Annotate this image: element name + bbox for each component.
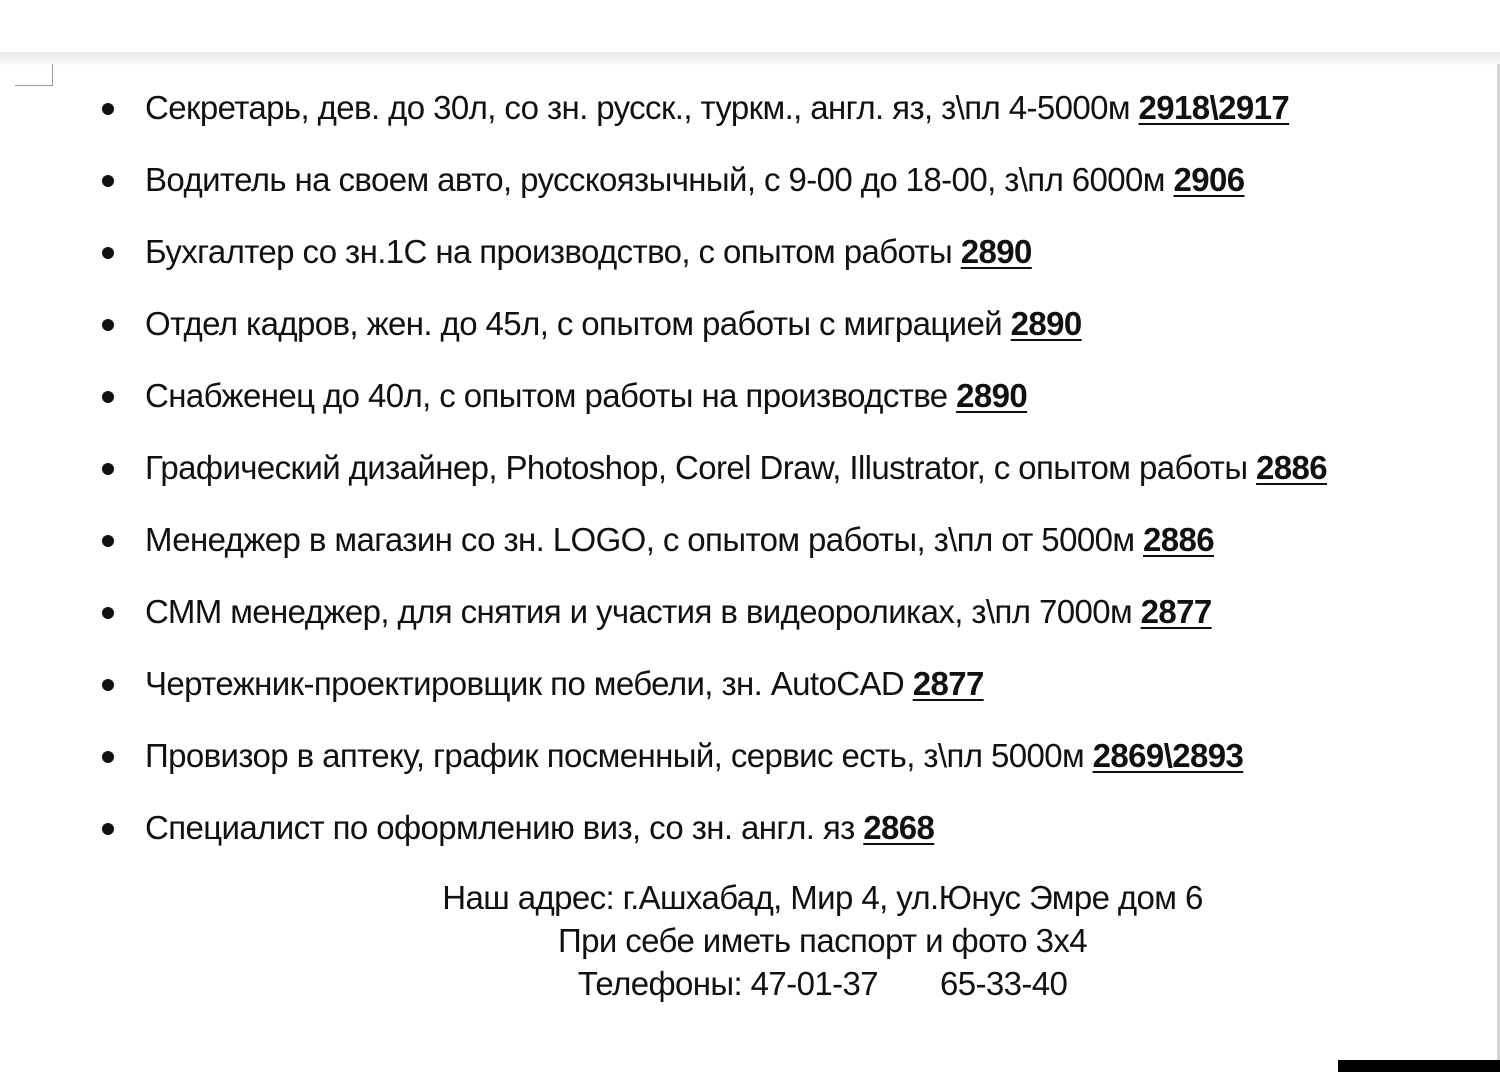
- phone-2: 65-33-40: [939, 965, 1068, 1002]
- vacancy-text: Чертежник-проектировщик по мебели, зн. AutoCAD: [145, 665, 905, 702]
- vacancy-code: 2906: [1173, 161, 1245, 198]
- vacancy-code: 2868: [863, 809, 935, 846]
- page-top-edge: [0, 52, 1500, 66]
- vacancy-item: [0, 720, 1500, 792]
- documents-line: При себе иметь паспорт и фото 3х4: [558, 922, 1087, 959]
- vacancy-code: 2886: [1256, 449, 1328, 486]
- vacancy-text: Водитель на своем авто, русскоязычный, с 9-00 до 18-00, з\пл 6000м: [145, 161, 1165, 198]
- phones-line: [80, 962, 1500, 1005]
- address-line: Наш адрес: г.Ашхабад, Мир 4, ул.Юнус Эмре дом 6: [442, 879, 1203, 916]
- bullet-icon: [102, 823, 114, 835]
- bullet-icon: [102, 175, 114, 187]
- vacancy-text: Бухгалтер со зн.1С на производство, с опытом работы: [145, 233, 953, 270]
- vacancy-item: [0, 504, 1500, 576]
- bullet-icon: [102, 319, 114, 331]
- vacancy-item: [0, 648, 1500, 720]
- vacancy-code: 2877: [912, 665, 984, 702]
- vacancy-text: Снабженец до 40л, с опытом работы на производстве: [145, 377, 948, 414]
- bullet-icon: [102, 607, 114, 619]
- vacancy-text: Менеджер в магазин со зн. LOGO, с опытом работы, з\пл от 5000м: [145, 521, 1135, 558]
- vacancy-text: Графический дизайнер, Photoshop, Corel Draw, Illustrator, с опытом работы: [145, 449, 1248, 486]
- vacancy-item: [0, 72, 1500, 144]
- bullet-icon: [102, 247, 114, 259]
- vacancy-text: Провизор в аптеку, график посменный, сервис есть, з\пл 5000м: [145, 737, 1085, 774]
- vacancy-text: Секретарь, дев. до 30л, со зн. русск., туркм., англ. яз, з\пл 4-5000м: [145, 89, 1130, 126]
- vacancy-item: [0, 288, 1500, 360]
- vacancy-item: [0, 360, 1500, 432]
- vacancy-code: 2890: [960, 233, 1032, 270]
- vacancy-item: [0, 792, 1500, 864]
- top-band: [0, 0, 1500, 52]
- bullet-icon: [102, 679, 114, 691]
- vacancy-item: [0, 144, 1500, 216]
- bullet-icon: [102, 463, 114, 475]
- bullet-icon: [102, 103, 114, 115]
- bullet-icon: [102, 751, 114, 763]
- vacancy-item: [0, 432, 1500, 504]
- vacancy-text: СММ менеджер, для снятия и участия в видеороликах, з\пл 7000м: [145, 593, 1133, 630]
- contact-footer: [80, 876, 1500, 1005]
- vacancy-code: 2890: [1010, 305, 1082, 342]
- bottom-bar: [1338, 1060, 1500, 1072]
- vacancy-text: Специалист по оформлению виз, со зн. англ. яз: [145, 809, 855, 846]
- vacancy-item: [0, 576, 1500, 648]
- vacancy-code: 2890: [956, 377, 1028, 414]
- vacancy-code: 2918\2917: [1138, 89, 1290, 126]
- vacancy-item: [0, 216, 1500, 288]
- phone-1: Телефоны: 47-01-37: [577, 965, 878, 1002]
- vacancy-text: Отдел кадров, жен. до 45л, с опытом работы с миграцией: [145, 305, 1003, 342]
- bullet-icon: [102, 391, 114, 403]
- vacancy-code: 2869\2893: [1092, 737, 1244, 774]
- vacancy-code: 2886: [1143, 521, 1215, 558]
- bullet-icon: [102, 535, 114, 547]
- vacancy-code: 2877: [1140, 593, 1212, 630]
- vacancy-list: [0, 72, 1500, 864]
